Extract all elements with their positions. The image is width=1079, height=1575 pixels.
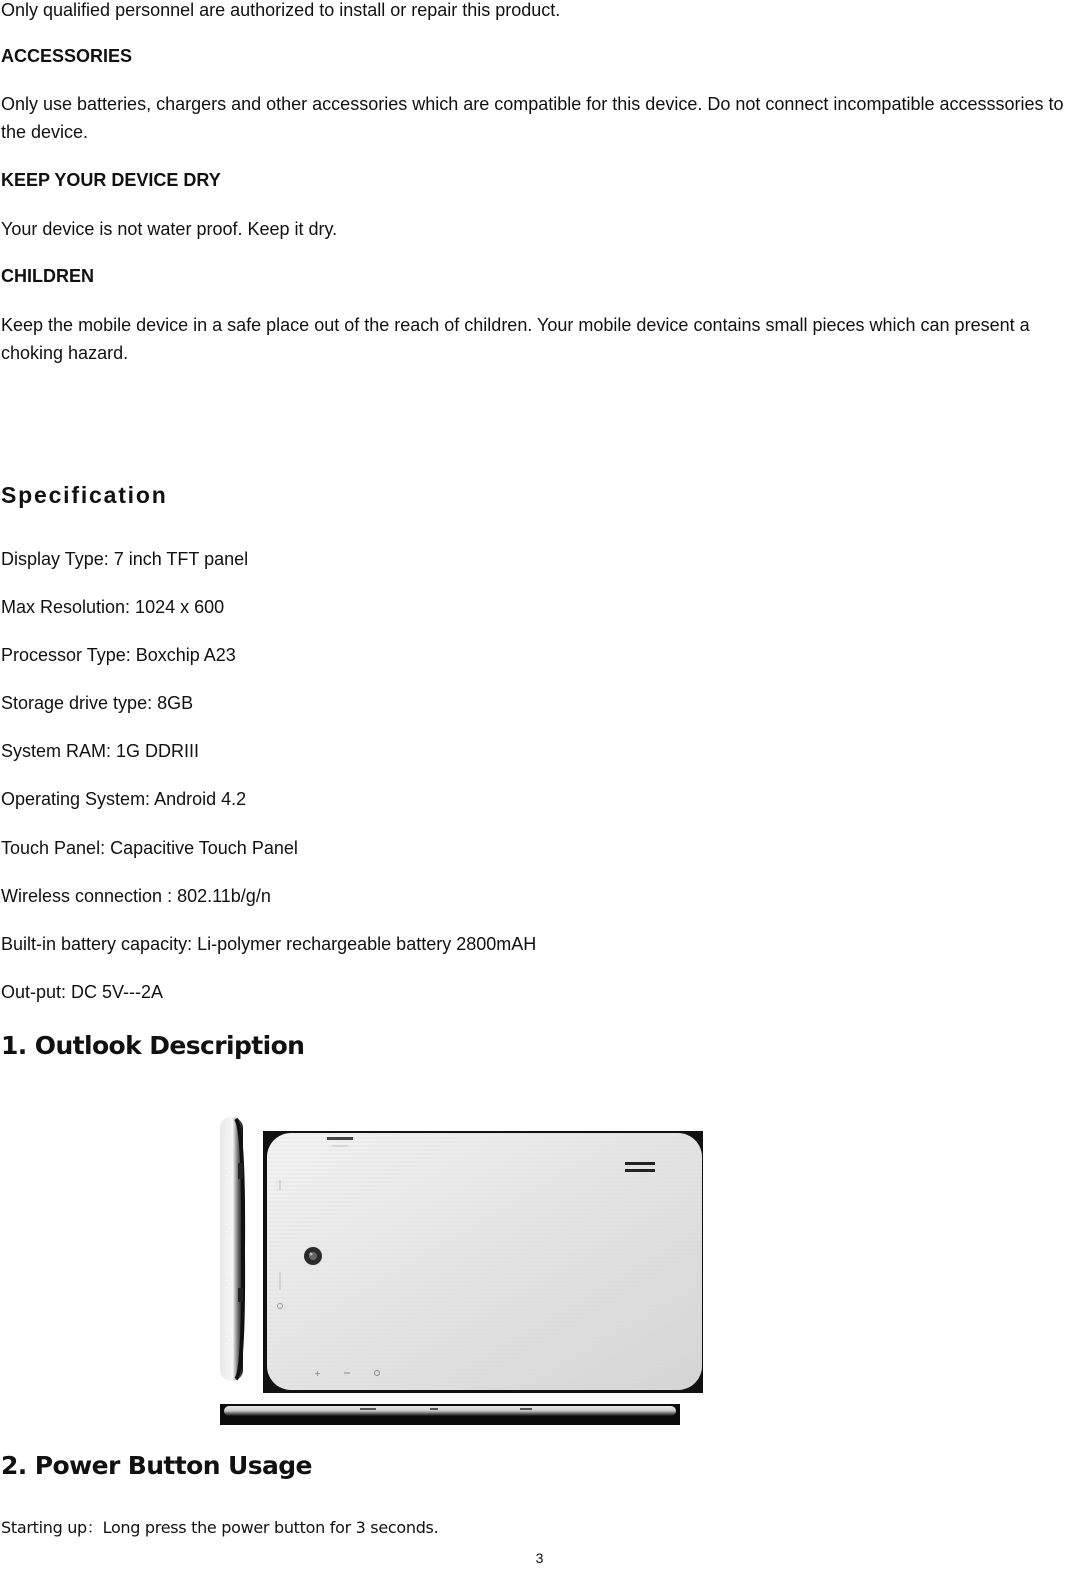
keep-dry-heading: KEEP YOUR DEVICE DRY — [1, 170, 221, 190]
starting-up-text: Starting up：Long press the power button for 3 seconds. — [1, 1518, 439, 1537]
power-button-heading: 2. Power Button Usage — [1, 1451, 312, 1480]
spec-ram: System RAM: 1G DDRIII — [1, 741, 200, 761]
keep-dry-text: Your device is not water proof. Keep it dry. — [1, 219, 338, 239]
spec-wireless: Wireless connection : 802.11b/g/n — [1, 886, 271, 906]
qualified-personnel-text: Only qualified personnel are authorized to install or repair this product. — [1, 0, 561, 20]
tablet-bottom-view — [220, 1404, 680, 1425]
spec-battery: Built-in battery capacity: Li-polymer rechargeable battery 2800mAH — [1, 934, 537, 954]
spec-os: Operating System: Android 4.2 — [1, 789, 247, 809]
tablet-back-view — [263, 1131, 703, 1393]
spec-display-type: Display Type: 7 inch TFT panel — [1, 549, 249, 569]
children-heading: CHILDREN — [1, 266, 94, 286]
power-button-side — [238, 1288, 243, 1302]
outlook-heading: 1. Outlook Description — [1, 1031, 305, 1060]
specification-title: Specification — [1, 482, 168, 508]
accessories-heading: ACCESSORIES — [1, 46, 133, 66]
spec-touch-panel: Touch Panel: Capacitive Touch Panel — [1, 838, 298, 858]
spec-processor-type: Processor Type: Boxchip A23 — [1, 645, 236, 665]
page-number: 3 — [535, 1550, 544, 1566]
svg-text:+: + — [314, 1369, 321, 1378]
spec-output: Out-put: DC 5V---2A — [1, 982, 164, 1002]
children-text: Keep the mobile device in a safe place out of the reach of children. Your mobile device contains small pieces which can present a choking hazard. — [1, 315, 1030, 363]
spec-max-resolution: Max Resolution: 1024 x 600 — [1, 597, 225, 617]
volume-button-side — [238, 1163, 243, 1179]
accessories-text: Only use batteries, chargers and other accessories which are compatible for this device. Do not connect incompatible accesssories to the device. — [1, 94, 1064, 142]
spec-storage: Storage drive type: 8GB — [1, 693, 194, 713]
tablet-side-view — [220, 1117, 243, 1381]
